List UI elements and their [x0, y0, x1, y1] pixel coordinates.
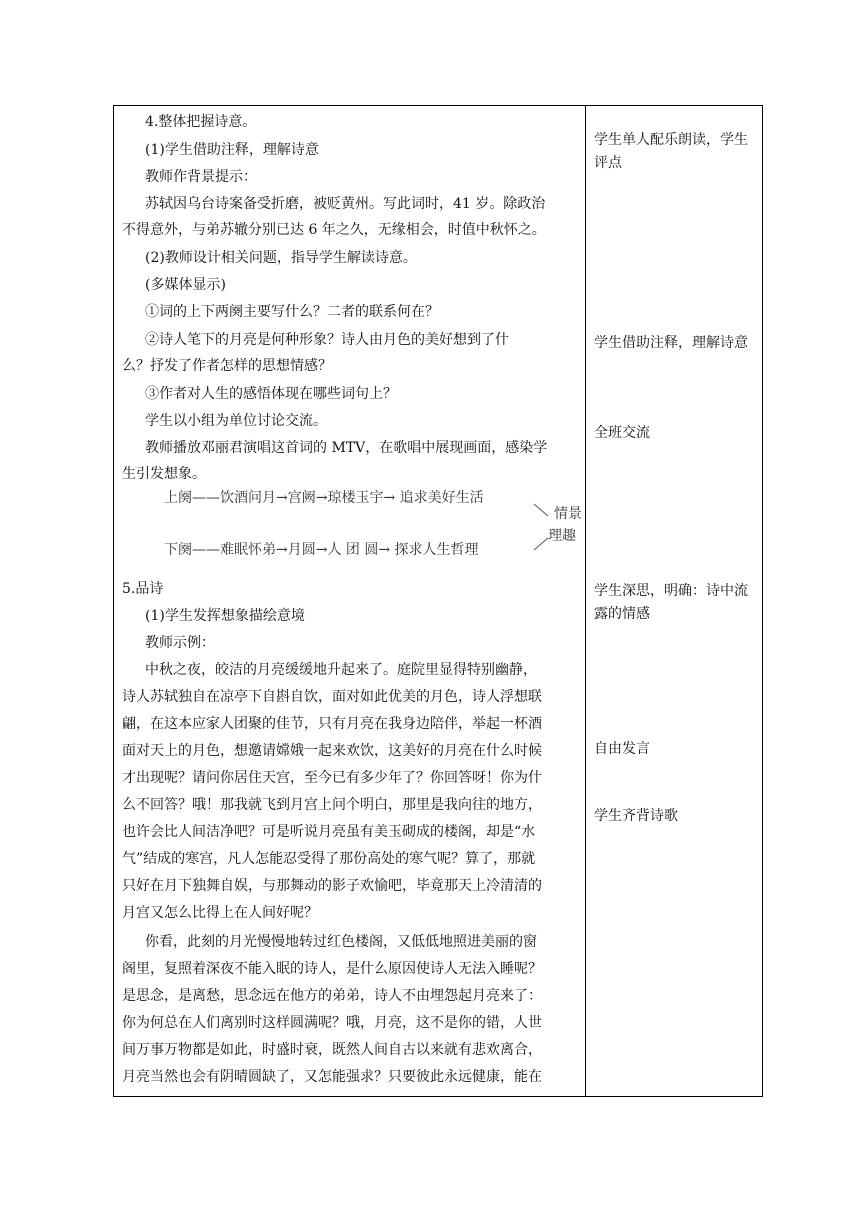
diagram-upper-row: 上阕——饮酒问月→宫阙→琼楼玉宇→ 追求美好生活 [164, 490, 484, 506]
paragraph: (多媒体显示) [145, 277, 226, 293]
paragraph: 气”结成的寒宫，凡人怎能忍受得了那份高处的寒气呢？算了，那就 [122, 851, 536, 867]
step-4-heading: 4.整体把握诗意。 [145, 114, 257, 130]
paragraph: 翩，在这本应家人团聚的佳节，只有月亮在我身边陪伴，举起一杯酒 [122, 716, 542, 732]
paragraph: 月亮当然也会有阴晴圆缺了，又怎能强求？只要彼此永远健康，能在 [122, 1069, 542, 1085]
student-activity: 学生深思，明确：诗中流 [594, 583, 748, 599]
question-1: ①词的上下两阕主要写什么？二者的联系何在？ [145, 304, 439, 320]
paragraph: 也许会比人间洁净吧？可是听说月亮虽有美玉砌成的楼阁，却是“水 [122, 824, 536, 840]
paragraph: 阁里，复照着深夜不能入眠的诗人，是什么原因使诗人无法入睡呢？ [122, 961, 542, 977]
step-5-heading: 5.品诗 [122, 581, 164, 597]
paragraph: 只好在月下独舞自娱，与那舞动的影子欢愉吧，毕竟那天上冷清清的 [122, 878, 542, 894]
structure-diagram [162, 486, 587, 568]
paragraph: 么不回答？哦！那我就飞到月宫上问个明白，那里是我向往的地方， [122, 797, 542, 813]
paragraph: 教师播放邓丽君演唱这首词的 MTV，在歌唱中展现画面，感染学 [145, 440, 548, 456]
diagram-label-top: 情景 [554, 506, 582, 522]
paragraph: 才出现呢？请问你居住天宫，至今已有多少年了？你回答呀！你为什 [122, 770, 542, 786]
question-3: ③作者对人生的感悟体现在哪些词句上？ [145, 386, 397, 402]
paragraph: 你为何总在人们离别时这样圆满呢？哦，月亮，这不是你的错，人世 [122, 1015, 542, 1031]
paragraph: (1)学生发挥想象描绘意境 [145, 608, 305, 624]
paragraph: 间万事万物都是如此，时盛时衰，既然人间自古以来就有悲欢离合， [122, 1042, 542, 1058]
paragraph: 不得意外，与弟苏辙分别已达 6 年之久，无缘相会，时值中秋怀之。 [122, 222, 546, 238]
question-2: ②诗人笔下的月亮是何种形象？诗人由月色的美好想到了什 [145, 332, 509, 348]
student-activity: 自由发言 [594, 741, 650, 757]
paragraph: 面对天上的月色，想邀请嫦娥一起来欢饮，这美好的月亮在什么时候 [122, 743, 542, 759]
paragraph: 苏轼因乌台诗案备受折磨，被贬黄州。写此词时，41 岁。除政治 [145, 196, 546, 212]
student-activity: 学生齐背诗歌 [594, 808, 678, 824]
student-activity: 露的情感 [594, 606, 650, 622]
paragraph: 是思念，是离愁，思念远在他方的弟弟，诗人不由埋怨起月亮来了： [122, 988, 542, 1004]
paragraph: (1)学生借助注释，理解诗意 [145, 142, 319, 158]
paragraph: 你看，此刻的月光慢慢地转过红色楼阁，又低低地照进美丽的窗 [145, 934, 537, 950]
student-activity: 学生单人配乐朗读，学生 [594, 132, 748, 148]
diagram-lower-row: 下阕——难眠怀弟→月圆→人 团 圆→ 探求人生哲理 [164, 542, 479, 558]
question-2-cont: 么？抒发了作者怎样的思想情感？ [122, 358, 332, 374]
paragraph: 月宫又怎么比得上在人间好呢？ [122, 905, 318, 921]
paragraph: (2)教师设计相关问题，指导学生解读诗意。 [145, 250, 417, 266]
paragraph: 学生以小组为单位讨论交流。 [145, 413, 327, 429]
paragraph: 教师示例： [145, 635, 215, 651]
paragraph: 生引发想象。 [122, 466, 206, 482]
student-activity: 评点 [594, 155, 622, 171]
paragraph: 中秋之夜，皎洁的月亮缓缓地升起来了。庭院里显得特别幽静， [145, 662, 537, 678]
paragraph: 教师作背景提示： [145, 169, 257, 185]
diagram-label-bottom: 理趣 [548, 528, 576, 544]
student-activity: 学生借助注释，理解诗意 [594, 335, 748, 351]
paragraph: 诗人苏轼独自在凉亭下自斟自饮，面对如此优美的月色，诗人浮想联 [122, 689, 542, 705]
student-activity: 全班交流 [594, 425, 650, 441]
